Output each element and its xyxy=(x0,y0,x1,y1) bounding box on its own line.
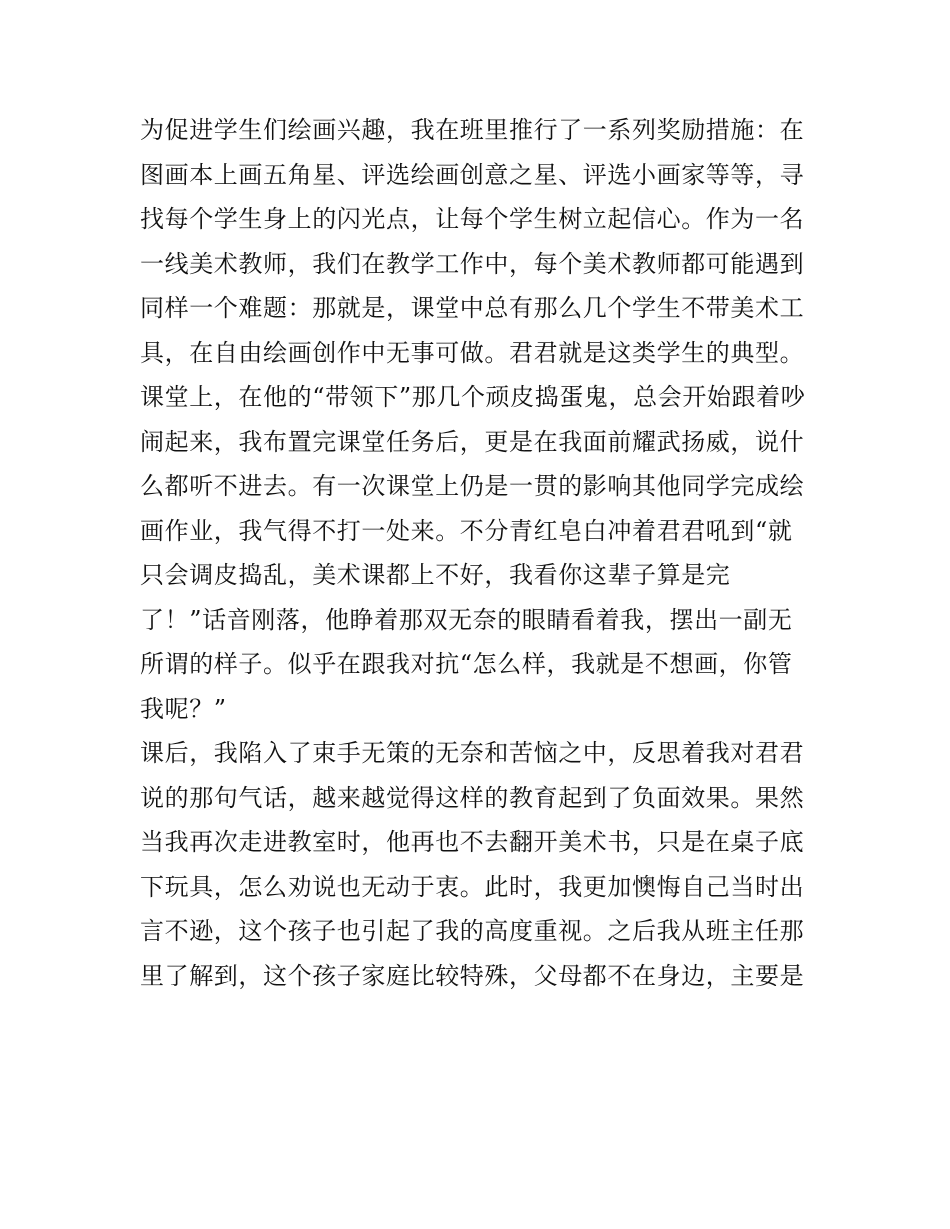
text-line: 言不逊，这个孩子也引起了我的高度重视。之后我从班主任那 xyxy=(140,917,805,945)
body-text xyxy=(140,108,820,998)
text-line: 所谓的样子。似乎在跟我对抗“怎么样，我就是不想画，你管 xyxy=(140,650,793,678)
text-line: 只会调皮捣乱，美术课都上不好，我看你这辈子算是完 xyxy=(140,561,731,589)
text-line: 了！”话音刚落，他睁着那双无奈的眼睛看着我，摆出一副无 xyxy=(140,605,793,634)
text-line: 闹起来，我布置完课堂任务后，更是在我面前耀武扬威，说什 xyxy=(140,427,805,456)
text-line: 里了解到，这个孩子家庭比较特殊，父母都不在身边，主要是 xyxy=(140,961,805,990)
text-line: 为促进学生们绘画兴趣，我在班里推行了一系列奖励措施：在 xyxy=(140,116,805,144)
text-line: 课堂上，在他的“带领下”那几个顽皮捣蛋鬼，总会开始跟着吵 xyxy=(140,383,806,411)
text-line: 画作业，我气得不打一处来。不分青红皂白冲着君君吼到“就 xyxy=(140,516,793,545)
text-line: 图画本上画五角星、评选绘画创意之星、评选小画家等等，寻 xyxy=(140,160,805,189)
text-line: 我呢？” xyxy=(140,694,227,723)
text-line: 么都听不进去。有一次课堂上仍是一贯的影响其他同学完成绘 xyxy=(140,472,805,500)
text-line: 当我再次走进教室时，他再也不去翻开美术书，只是在桌子底 xyxy=(140,828,805,856)
text-line: 课后，我陷入了束手无策的无奈和苦恼之中，反思着我对君君 xyxy=(140,739,805,767)
text-line: 具，在自由绘画创作中无事可做。君君就是这类学生的典型。 xyxy=(140,338,805,367)
text-line: 找每个学生身上的闪光点，让每个学生树立起信心。作为一名 xyxy=(140,205,805,233)
text-line: 说的那句气话，越来越觉得这样的教育起到了负面效果。果然 xyxy=(140,783,805,812)
text-line: 下玩具，怎么劝说也无动于衷。此时，我更加懊悔自己当时出 xyxy=(140,872,805,901)
text-line: 同样一个难题：那就是，课堂中总有那么几个学生不带美术工 xyxy=(140,294,805,322)
text-line: 一线美术教师，我们在教学工作中，每个美术教师都可能遇到 xyxy=(140,249,805,278)
